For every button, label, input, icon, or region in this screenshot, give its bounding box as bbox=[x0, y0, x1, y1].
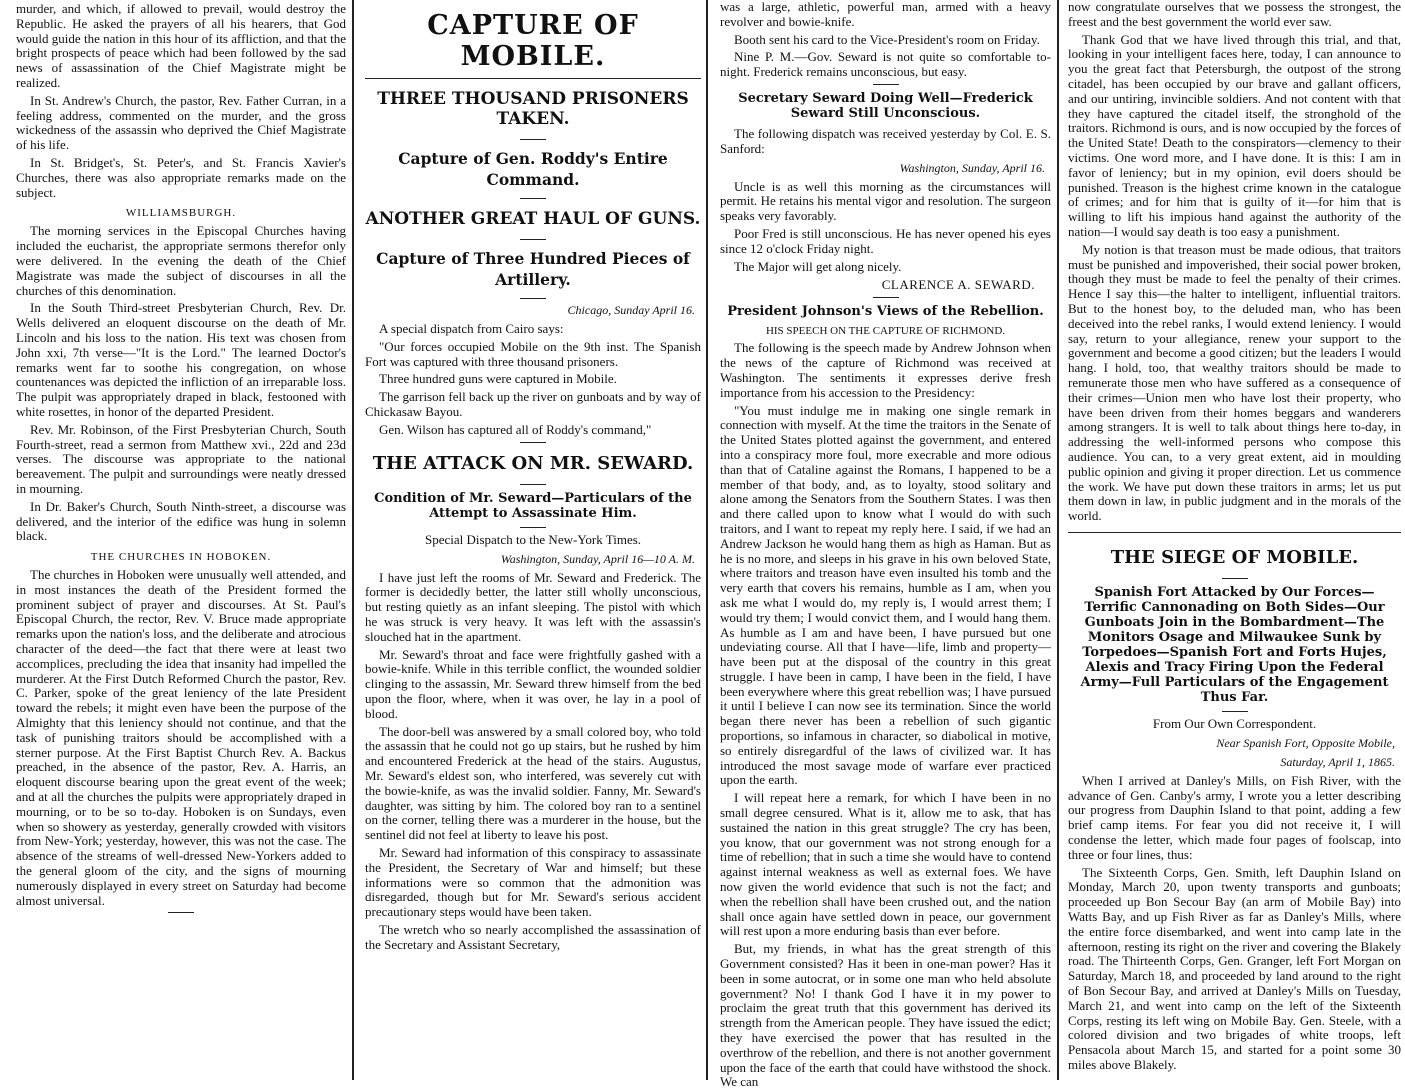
column-3 bbox=[710, 0, 1055, 1090]
paragraph: I will repeat here a remark, for which I have been in no small degree censured. What is it, allow me to ask, that has sustained the nation in this great struggle? The cry has been, you know, that our government was not strong enough for a time of rebellion; that in such a time she would have to contend against internal weakness as well as external foes. We have now given the world evidence that such is not the fact; and when the rebellion shall have been crushed out, and the nation shall once again have settled down in peace, our government will rest upon a more enduring basis than ever before. bbox=[720, 790, 1051, 939]
paragraph: The following is the speech made by Andrew Johnson when the news of the capture of Richmond was received at Washington. The sentiments it expresses derive fresh importance from his accession to the Presidency: bbox=[720, 340, 1051, 400]
column-1 bbox=[0, 0, 350, 1080]
separator bbox=[520, 239, 546, 240]
deck-heading: Spanish Fort Attacked by Our Forces—Terrific Cannonading on Both Sides—Our Gunboats Join in the Bombardment—The Monitors Osage and Milwaukee Sunk by Torpedoes—Spanish Fort and Forts Hujes, Alexis and Tracy Firing Upon the Federal Army—Full Particulars of the Engagement Thus Far. bbox=[1080, 584, 1389, 705]
paragraph: In St. Andrew's Church, the pastor, Rev. Father Curran, in a feeling address, commented on the murder, and the gross wickedness of the assassin who deprived the Chief Magistrate of his life. bbox=[16, 92, 346, 153]
dateline: Washington, Sunday, April 16. bbox=[899, 160, 1045, 175]
sub-heading: HIS SPEECH ON THE CAPTURE OF RICHMOND. bbox=[765, 325, 1006, 338]
paragraph: The garrison fell back up the river on gunboats and by way of Chickasaw Bayou. bbox=[365, 389, 701, 419]
separator bbox=[1068, 532, 1401, 533]
dateline: Saturday, April 1, 1865. bbox=[1280, 754, 1395, 769]
paragraph: Gen. Wilson has captured all of Roddy's command," bbox=[379, 421, 652, 437]
dateline: Washington, Sunday, April 16—10 A. M. bbox=[500, 551, 695, 566]
section-heading: WILLIAMSBURGH. bbox=[125, 207, 237, 220]
separator bbox=[520, 442, 546, 443]
separator bbox=[168, 912, 194, 913]
paragraph: Three hundred guns were captured in Mobile. bbox=[379, 371, 617, 387]
separator bbox=[520, 198, 546, 199]
deck-heading: THREE THOUSAND PRISONERS TAKEN. bbox=[377, 89, 689, 129]
paragraph: Rev. Mr. Robinson, of the First Presbyterian Church, South Fourth-street, read a sermon from Matthew xvi., 22d and 23d verses. The discourse was appropriate to the national bereavement. The pulpit and surroundings were neatly dressed in mourning. bbox=[16, 421, 346, 496]
paragraph: Mr. Seward's throat and face were frightfully gashed with a bowie-knife. While in this terrible conflict, the wounded soldier clinging to the assassin, Mr. Seward threw himself from the bed upon the floor, where, when it was over, he lay in a pool of blood. bbox=[365, 646, 701, 721]
paragraph: The wretch who so nearly accomplished the assassination of the Secretary and Assistant Secretary, bbox=[365, 921, 701, 952]
paragraph: now congratulate ourselves that we possess the strongest, the freest and the best government the world ever saw. bbox=[1068, 0, 1401, 29]
separator bbox=[520, 298, 546, 299]
column-4 bbox=[1060, 0, 1405, 1080]
dateline: Chicago, Sunday April 16. bbox=[567, 303, 695, 317]
paragraph: The door-bell was answered by a small colored boy, who told the assassin that he could not go up stairs, but he rushed by him and encountered Frederick at the head of the stairs. Augustus, Mr. Seward's eldest son, who interfered, was severely cut with the bowie-knife, as was the invalid soldier. Fanny, Mr. Seward's daughter, was sitting by him. The colored boy ran to a sentinel on the corner, telling there was a murderer in the house, but the sentinel did not feel at liberty to leave his post. bbox=[365, 723, 701, 843]
separator bbox=[873, 84, 899, 85]
dateline: Near Spanish Fort, Opposite Mobile, bbox=[1216, 735, 1395, 750]
paragraph: The Major will get along nicely. bbox=[734, 258, 902, 274]
paragraph: In St. Bridget's, St. Peter's, and St. Francis Xavier's Churches, there was also appropriate remarks made on the subject. bbox=[16, 154, 346, 200]
paragraph: The following dispatch was received yesterday by Col. E. S. Sanford: bbox=[720, 125, 1051, 156]
paragraph: The churches in Hoboken were unusually well attended, and in most instances the death of the President formed the prominent subject of prayer and discourses. At St. Paul's Episcopal Church, the rector, Rev. V. Bruce made appropriate remarks upon the nation's loss, and the deliberate and atrocious character of the deed—the fact that there were at least two accomplices, precluding the idea that insanity had impelled the murderer. At the First Dutch Reformed Church the pastor, Rev. C. Parker, spoke of the great leniency of the late President toward the rebels; it might even have been the purpose of the Almighty that this leniency should not continue, and that the task of punishing traitors should be accomplished with a sterner purpose. At the First Baptist Church Rev. A. Backus preached, in the absence of the pastor, Rev. A. Harris, an eloquent discourse bearing upon the great event of the week; and at all the churches the pulpits were appropriately draped in mourning, or to be so to-day. Hoboken is on Sundays, even when so showery as yesterday, generally crowded with visitors from New-York; yesterday, however, this was not the case. The absence of the streams of well-dressed New-Yorkers added to the general gloom of the city, and the signs of mourning numerously displayed in every street on Saturday had become almost universal. bbox=[16, 567, 346, 908]
paragraph: Uncle is as well this morning as the circumstances will permit. He retains his mental vigor and resolution. The surgeon speaks very favorably. bbox=[720, 178, 1051, 224]
paragraph: The morning services in the Episcopal Churches having included the eucharist, the appropriate sermons therefor only were delivered. In the evening the death of the Chief Magistrate was made the subject of discourses in all the churches of this denomination. bbox=[16, 223, 346, 298]
deck-heading: Capture of Three Hundred Pieces of Artillery. bbox=[376, 249, 690, 289]
headline: THE ATTACK ON MR. SEWARD. bbox=[372, 452, 694, 474]
correspondent-line: From Our Own Correspondent. bbox=[1152, 715, 1317, 731]
separator bbox=[873, 297, 899, 298]
paragraph: Nine P. M.—Gov. Seward is not quite so comfortable to-night. Frederick remains unconscious, but easy. bbox=[720, 49, 1051, 80]
paragraph: was a large, athletic, powerful man, armed with a heavy revolver and bowie-knife. bbox=[720, 0, 1051, 29]
signature-line: CLARENCE A. SEWARD. bbox=[881, 277, 1035, 293]
paragraph: Thank God that we have lived through this trial, and that, looking in your intelligent faces here, today, I can announce to you the great fact that Petersburgh, the outpost of the strong citadel, has been occupied by our brave and gallant officers, and our untiring, invincible soldiers. And not content with that they have captured the citadel itself, the stronghold of the traitors. Richmond is ours, and is now occupied by the forces of the United State! Death to the conspirators—clemency to their victims. One word more, and I have done. It is this: I am in favor of leniency; but in my opinion, evil doers should be punished. Treason is the highest crime known in the catalogue of crimes; and for him that is guilty of it—for him that is willing to lift his impious hand against the authority of the nation—I would say death is too easy a punishment. bbox=[1068, 31, 1401, 239]
separator bbox=[1222, 578, 1248, 579]
paragraph: "Our forces occupied Mobile on the 9th inst. The Spanish Fort was captured with three thousand prisoners. bbox=[365, 338, 701, 369]
headline: THE SIEGE OF MOBILE. bbox=[1110, 546, 1359, 568]
paragraph: My notion is that treason must be made odious, that traitors must be punished and impoverished, their social power broken, though they must be made to feel the penalty of their crimes. Hence I say this—the halter to intelligent, influential traitors. But to the honest boy, to the deluded man, who has been deceived into the rebel ranks, I would extend leniency. I would say, return to your allegiance, renew your support to the government and become a good citizen; but the leaders I would hang. I hold, too, that wealthy traitors should be made to remunerate those men who have suffered as a consequence of their crimes—Union men who have lost their property, who have been driven from their homes beggars and wanderers among strangers. It is well to talk about things here to-day, in addressing the well-informed persons who compose this audience. You can, to a very great extent, aid in moulding public opinion and giving it proper direction. Let us commence the work. We have put down these traitors in arms; let us put them down in law, in public judgment and in the morals of the world. bbox=[1068, 241, 1401, 524]
paragraph: The Sixteenth Corps, Gen. Smith, left Dauphin Island on Monday, March 20, upon twenty transports and gunboats; proceeded up Bon Secour Bay (an arm of Mobile Bay) into Watts Bay, and up Fish River as far as Danley's Mills, where the entire force disembarked, and went into camp late in the afternoon, resting its right on the river and covering the Blakely road. The Thirteenth Corps, Gen. Granger, left Fort Morgan on Saturday, March 18, and proceeded by land around to the right of Bon Secour Bay, and arrived at Danley's Mills on Tuesday, March 21, and went into camp on the left of the Sixteenth Corps, resting its left wing on Mobile Bay. Gen. Steele, with a colored division and two brigades of white troops, left Pensacola about March 15, and started for a point some 30 miles above Blakely. bbox=[1068, 864, 1401, 1073]
section-heading: THE CHURCHES IN HOBOKEN. bbox=[90, 551, 272, 564]
paragraph: Poor Fred is still unconscious. He has never opened his eyes since 12 o'clock Friday night. bbox=[720, 225, 1051, 256]
deck-heading: Secretary Seward Doing Well—Frederick Seward Still Unconscious. bbox=[738, 90, 1033, 121]
paragraph: In Dr. Baker's Church, South Ninth-street, a discourse was delivered, and the interior of the edifice was hung in solemn black. bbox=[16, 498, 346, 544]
separator bbox=[520, 527, 546, 528]
paragraph: But, my friends, in what has the great strength of this Government consisted? Has it been in one-man power? Has it been in some autocrat, or in some one man who held absolute government? No! I thank God I have it in my power to proclaim the great truth that this government has derived its strength from the American people. They have issued the edict; they have exercised the power that has resulted in the overthrow of the rebellion, and there is not another government upon the face of the earth that could have withstood the shock. We can bbox=[720, 941, 1051, 1090]
column-2 bbox=[355, 0, 705, 1080]
paragraph: "You must indulge me in making one single remark in connection with myself. At the time the traitors in the Senate of the United States plotted against the government, and entered into a conspiracy more foul, more execrable and more odious than that of Cataline against the Romans, I happened to be a member of that body, and, as to loyalty, stood solitary and alone among the Senators from the Southern States. I was then and there called upon to know what I would do with such traitors, and I want to repeat my reply here. I said, if we had an Andrew Jackson he would hang them as high as Haman. But as he is no more, and sleeps in his grave in his own beloved State, where traitors and treason have even insulted his tomb and the very earth that covers his remains, humble as I am, when you ask me what I would do, my reply is, I would arrest them; I would try them; I would convict them, and I would hang them. As humble as I am and have been, I have pursued but one undeviating course. All that I have—life, limb and property—have been put at the disposal of the country in this great struggle. I have been in camp, I have been in the field, I have been everywhere where this great rebellion was; I have pursued it until I believe I can now see its termination. Since the world began there never has been a rebellion of such gigantic proportions, so infamous in character, so diabolical in motive, so entirely disregardful of the laws of civilized war. It has introduced the most savage mode of warfare ever practiced upon the earth. bbox=[720, 402, 1051, 788]
deck-heading: Capture of Gen. Roddy's Entire Command. bbox=[398, 149, 668, 189]
separator bbox=[1222, 711, 1248, 712]
paragraph: A special dispatch from Cairo says: bbox=[379, 321, 564, 336]
paragraph: Booth sent his card to the Vice-President's room on Friday. bbox=[734, 31, 1040, 47]
deck-heading: Condition of Mr. Seward—Particulars of the Attempt to Assassinate Him. bbox=[374, 490, 692, 521]
paragraph: Mr. Seward had information of this conspiracy to assassinate the President, the Secretary of War and himself; but these informations were so common that the admonition was disregarded, though but for Mr. Seward's serious accident precautionary steps would have been taken. bbox=[365, 844, 701, 920]
column-rule bbox=[1057, 0, 1059, 1080]
separator bbox=[520, 484, 546, 485]
separator bbox=[520, 139, 546, 140]
column-rule bbox=[352, 0, 354, 1080]
headline: CAPTURE OF MOBILE. bbox=[427, 10, 639, 72]
column-rule bbox=[706, 0, 708, 1080]
paragraph: When I arrived at Danley's Mills, on Fish River, with the advance of Gen. Canby's army, I wrote you a letter describing our progress from Dauphin Island to that point, adding a few brief camp items. For fear you did not receive it, I will condense the letter, which made four pages of foolscap, into three or four lines, thus: bbox=[1068, 772, 1401, 862]
paragraph: I have just left the rooms of Mr. Seward and Frederick. The former is decidedly better, the latter still wholly unconscious, but resting quietly as an infant sleeping. The pistol with which he was struck is very heavy. It was left with the assassin's slouched hat in the apartment. bbox=[365, 569, 701, 644]
deck-heading: President Johnson's Views of the Rebellion. bbox=[727, 304, 1044, 320]
special-dispatch-line: Special Dispatch to the New-York Times. bbox=[424, 531, 642, 547]
deck-heading: ANOTHER GREAT HAUL OF GUNS. bbox=[365, 209, 701, 229]
separator bbox=[365, 78, 701, 79]
paragraph: In the South Third-street Presbyterian Church, Rev. Dr. Wells delivered an eloquent discourse on the death of Mr. Lincoln and his loss to the nation. His text was chosen from John xxi, 7th verse—"It is the Lord." The learned Doctor's remarks went far to soothe his congregation, on whose countenances was depicted the infliction of an irreparable loss. The pulpit was appropriately draped in black, festooned with white rosettes, in honor of the departed President. bbox=[16, 300, 346, 419]
paragraph: murder, and which, if allowed to prevail, would destroy the Republic. He asked the prayers of all his hearers, that God would guide the nation in this hour of its affliction, and that the bright prospects of peace which had been followed by the sad news of assassination of the Chief Magistrate might be realized. bbox=[16, 1, 346, 90]
